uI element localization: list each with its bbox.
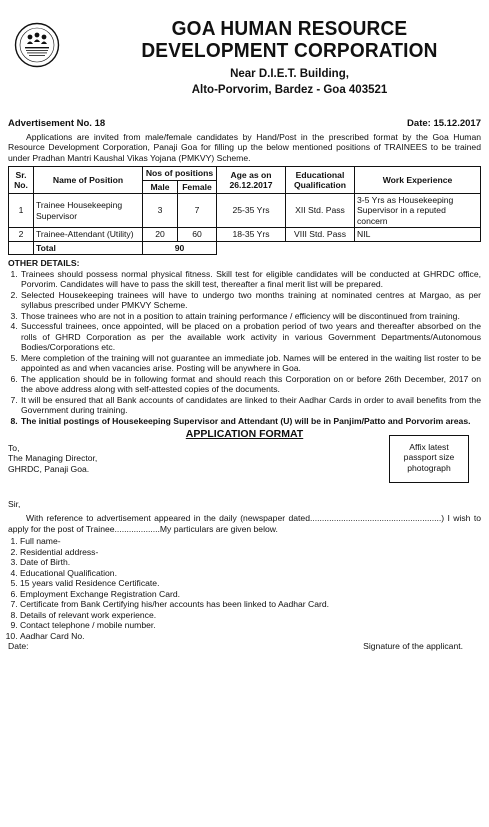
cell-age: 25-35 Yrs <box>217 194 286 228</box>
total-value: 90 <box>143 241 217 254</box>
date-label: Date: <box>8 641 29 652</box>
header-experience: Work Experience <box>355 167 481 194</box>
list-item: 10. Aadhar Card No. <box>20 631 481 641</box>
list-item: 6. Employment Exchange Registration Card. <box>20 589 481 599</box>
photo-line-1: Affix latest <box>409 441 449 452</box>
address-line-1: Near D.I.E.T. Building, <box>230 68 349 80</box>
cell-experience: 3-5 Yrs as Housekeeping Supervisor in a reputed concern <box>355 194 481 228</box>
cell-sr: 1 <box>9 194 34 228</box>
particulars-list <box>8 536 481 641</box>
list-item: 4. Educational Qualification. <box>20 568 481 578</box>
cell-qualification: XII Std. Pass <box>286 194 355 228</box>
table-row <box>9 228 481 241</box>
cell-female: 60 <box>178 228 217 241</box>
header-name: Name of Position <box>34 167 143 194</box>
list-item: 9. Contact telephone / mobile number. <box>20 620 481 630</box>
recipient-line-2: GHRDC, Panaji Goa. <box>8 463 90 474</box>
header <box>8 8 481 114</box>
application-format-title: APPLICATION FORMAT <box>185 428 304 441</box>
title-line-1: GOA HUMAN RESOURCE <box>171 17 408 40</box>
list-item: 4. Successful trainees, once appointed, will be placed on a probation period of two years and thereafter absorbed on the rolls of GHRD Corporation as per the available work activity in various Government Departments/Autonomous Bodies/Corporations etc. <box>20 321 481 352</box>
list-item: 5. Mere completion of the training will not guarantee an immediate job. Names will be entered in the waiting list roster to be appointed as and when vacancies arise. Posting will be anywhere in Goa. <box>20 353 481 374</box>
list-item: 8. Details of relevant work experience. <box>20 610 481 620</box>
cell-male: 3 <box>143 194 178 228</box>
header-age: Age as on 26.12.2017 <box>217 167 286 194</box>
organization-title <box>111 18 467 62</box>
photo-line-2: passport size <box>403 452 455 463</box>
header-nos: Nos of positions <box>143 167 217 180</box>
list-item: 7. Certificate from Bank Certifying his/her accounts has been linked to Aadhar Card. <box>20 599 481 609</box>
recipient-line-1: The Managing Director, <box>8 453 98 464</box>
cell-name: Trainee-Attendant (Utility) <box>34 228 143 241</box>
advertisement-row <box>8 118 481 130</box>
address-line-2: Alto-Porvorim, Bardez - Goa 403521 <box>191 84 388 96</box>
footer-row <box>8 641 481 651</box>
cell-age: 18-35 Yrs <box>217 228 286 241</box>
list-item: 8. The initial postings of Housekeeping Supervisor and Attendant (U) will be in Panjim/Patto and Porvorim areas. <box>20 416 481 426</box>
signature-label: Signature of the applicant. <box>363 641 463 652</box>
positions-table <box>8 166 481 255</box>
total-label: Total <box>34 241 143 254</box>
cell-empty <box>9 241 34 254</box>
cell-female: 7 <box>178 194 217 228</box>
title-line-2: DEVELOPMENT CORPORATION <box>141 39 438 62</box>
list-item: 2. Residential address- <box>20 547 481 557</box>
header-sr: Sr. No. <box>9 167 34 194</box>
cell-male: 20 <box>143 228 178 241</box>
header-female: Female <box>178 180 217 193</box>
list-item: 1. Trainees should possess normal physical fitness. Skill test for eligible candidates will be conducted at GHRDC office, Porvorim. Candidates will have to pass the skill test, thereafter a final merit list will be prepared. <box>20 269 481 290</box>
cell-qualification: VIII Std. Pass <box>286 228 355 241</box>
recipient-block <box>8 443 481 499</box>
list-item: 2. Selected Housekeeping trainees will have to undergo two months training at nominated centres at Margao, as per syllabus prescribed under PMKVY Scheme. <box>20 290 481 311</box>
organization-address <box>98 66 481 98</box>
photo-box <box>389 435 469 483</box>
ghrdc-logo-icon <box>14 22 60 68</box>
other-details-list <box>8 269 481 426</box>
list-item: 3. Date of Birth. <box>20 557 481 567</box>
header-qualification: Educational Qualification <box>286 167 355 194</box>
list-item: 5. 15 years valid Residence Certificate. <box>20 578 481 588</box>
list-item: 3. Those trainees who are not in a position to attain training performance / efficiency will be discontinued from training. <box>20 311 481 321</box>
cell-sr: 2 <box>9 228 34 241</box>
advertisement-date: Date: 15.12.2017 <box>407 118 481 129</box>
table-row <box>9 194 481 228</box>
table-header-row <box>9 167 481 180</box>
cell-experience: NIL <box>355 228 481 241</box>
to-label: To, <box>8 442 20 453</box>
photo-line-3: photograph <box>407 462 451 473</box>
header-male: Male <box>143 180 178 193</box>
list-item: 6. The application should be in following format and should reach this Corporation on or before 26th December, 2017 on the above address along with self-attested copies of the documents. <box>20 374 481 395</box>
list-item: 1. Full name- <box>20 536 481 546</box>
intro-paragraph: Applications are invited from male/female candidates by Hand/Post in the prescribed format by the Goa Human Resource Development Corporation, Panaji Goa for filling up the below mentioned positions of TRAINEES to be trained under Pradhan Mantri Kaushal Vikas Yojana (PMKVY) Scheme. <box>8 131 481 163</box>
table-total-row <box>9 241 481 254</box>
cell-empty <box>217 241 481 254</box>
salutation: Sir, <box>8 498 21 509</box>
advertisement-number: Advertisement No. 18 <box>8 118 106 129</box>
cell-name: Trainee Housekeeping Supervisor <box>34 194 143 228</box>
list-item: 7. It will be ensured that all Bank accounts of candidates are linked to their Aadhar Cards in order to avail benefits from the Government during training. <box>20 395 481 416</box>
application-body: With reference to advertisement appeared in the daily (newspaper dated.......................................................) I wish to apply for the post of Trainee...................My particulars are given below. <box>8 513 481 534</box>
other-details-heading: OTHER DETAILS: <box>8 258 80 269</box>
